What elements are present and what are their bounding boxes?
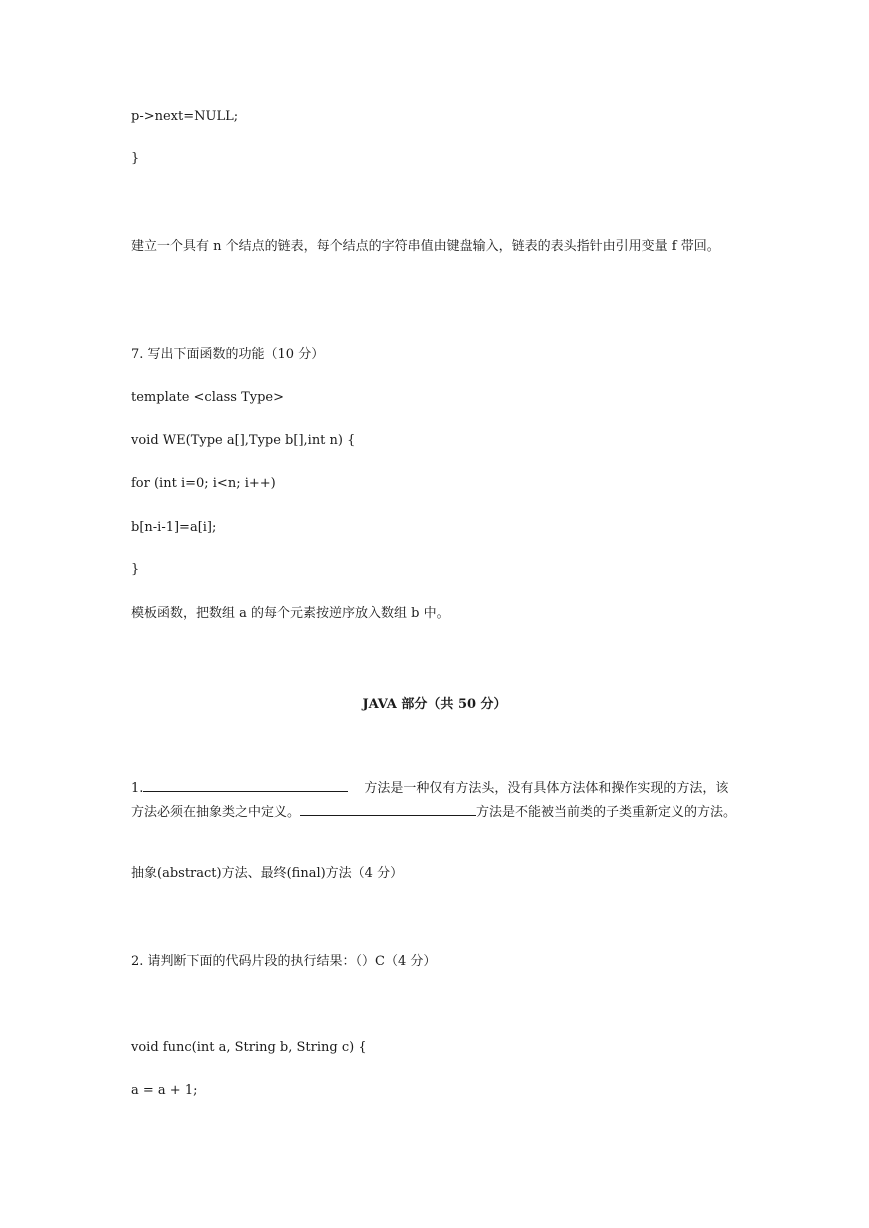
java-q1-number: 1. — [131, 781, 144, 796]
question-7-title: 7. 写出下面函数的功能（10 分） — [131, 347, 325, 362]
code-line: p->next=NULL; — [131, 109, 239, 124]
code-line: template <class Type> — [131, 390, 285, 405]
java-q1-text-b: 方法是不能被当前类的子类重新定义的方法。 — [476, 805, 737, 820]
code-line: a = a + 1; — [131, 1083, 198, 1098]
fill-blank-2 — [300, 800, 476, 816]
java-section-heading: JAVA 部分（共 50 分） — [362, 697, 507, 712]
question-7-answer: 模板函数，把数组 a 的每个元素按逆序放入数组 b 中。 — [131, 606, 450, 621]
java-q1-answer: 抽象(abstract)方法、最终(final)方法（4 分） — [131, 866, 404, 881]
java-q1-text-a: 方法是一种仅有方法头，没有具体方法体和操作实现的方法，该方法必须在抽象类之中定义。 — [131, 781, 729, 820]
answer-6-text: 建立一个具有 n 个结点的链表，每个结点的字符串值由键盘输入，链表的表头指针由引用变量 f 带回。 — [131, 239, 720, 254]
java-q2-title: 2. 请判断下面的代码片段的执行结果：（）C（4 分） — [131, 954, 437, 969]
code-line: } — [131, 151, 140, 166]
code-line: b[n-i-1]=a[i]; — [131, 520, 217, 535]
code-line: void WE(Type a[],Type b[],int n) { — [131, 433, 356, 448]
java-q1-text — [131, 776, 741, 824]
code-line: void func(int a, String b, String c) { — [131, 1040, 367, 1055]
fill-blank-1 — [143, 776, 348, 792]
code-line: for (int i=0; i<n; i++) — [131, 476, 276, 491]
code-line: } — [131, 562, 140, 577]
